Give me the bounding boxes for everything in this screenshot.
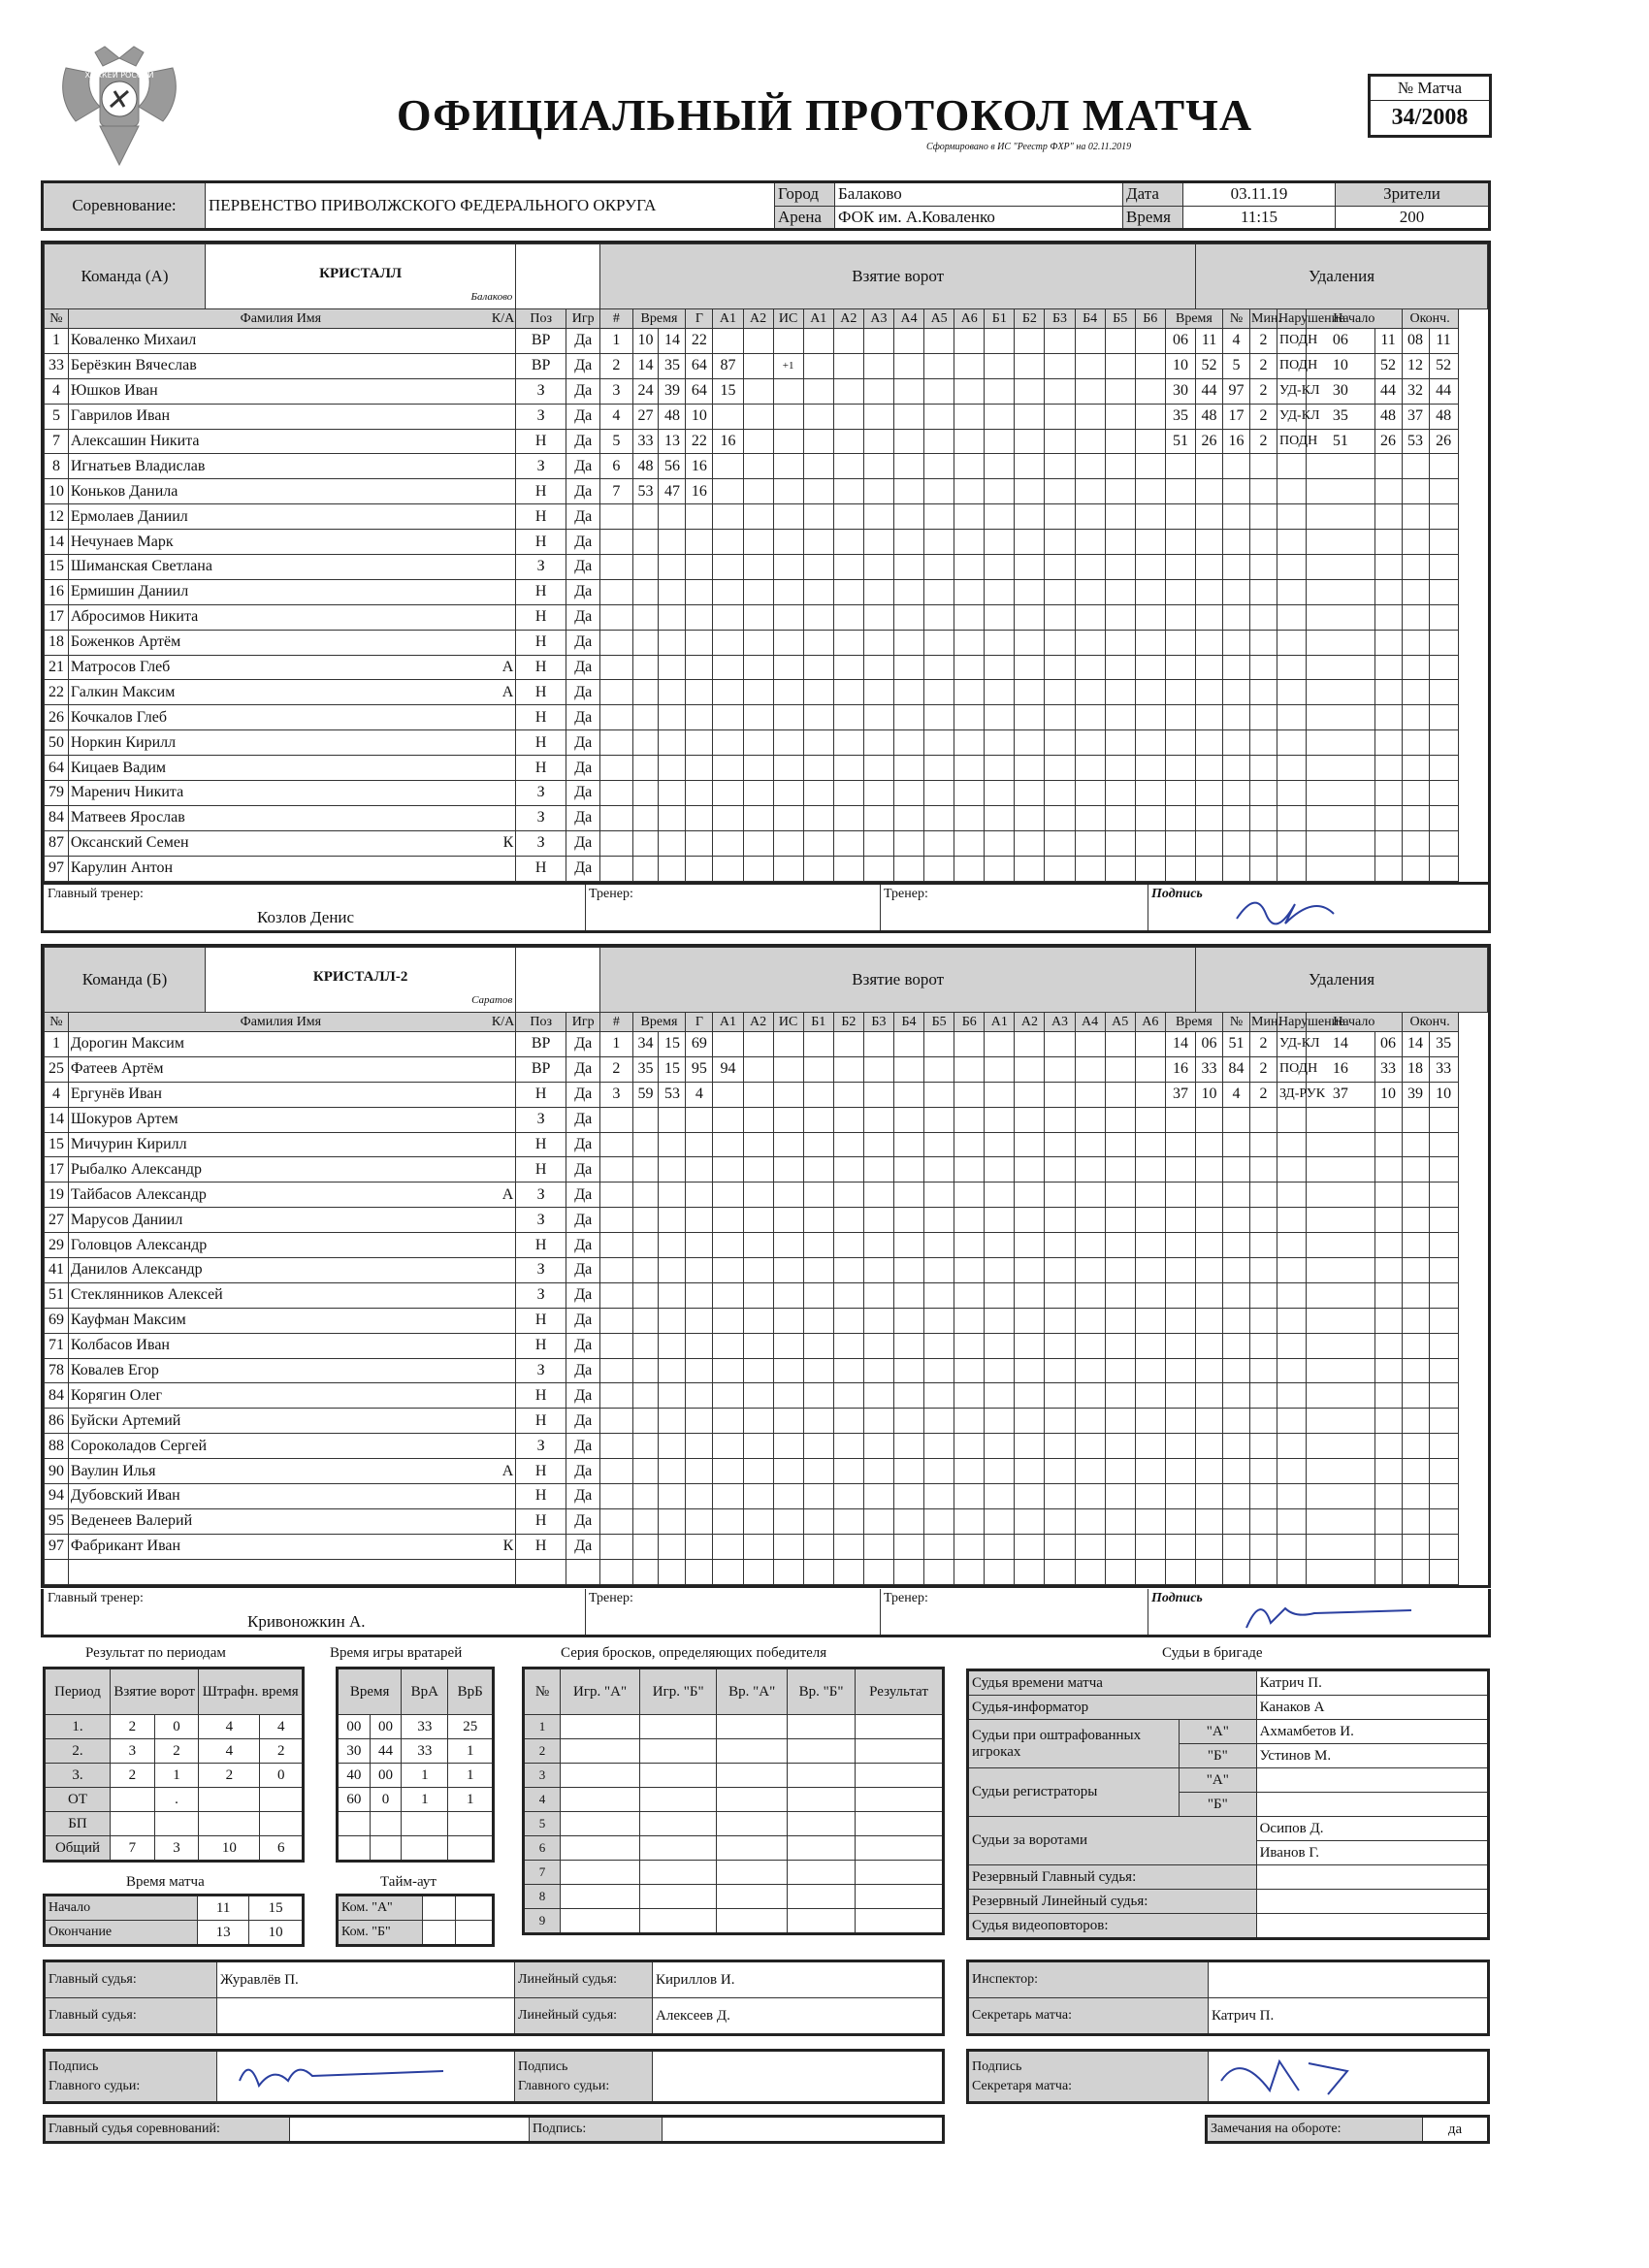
table-row: 5 — [524, 1812, 944, 1836]
table-row: 51 Стеклянников Алексей З Да — [45, 1282, 1488, 1308]
team-b-head-coach: Кривоножкин А. — [247, 1612, 366, 1631]
sign-head-ref-label: Подпись Главного судьи: — [45, 2051, 217, 2103]
team_b-name: КРИСТАЛЛ-2 — [312, 969, 408, 985]
ref-penalty-label: Судьи при оштрафованных игроках — [968, 1720, 1180, 1768]
time-label: Время — [1123, 206, 1183, 230]
table-row — [45, 1559, 1488, 1584]
table-row: 1 Дорогин Максим ВР Да 1 34 15 69 14 06 51 2 УД-КЛ 14 06 14 35 — [45, 1032, 1488, 1057]
line-ref-1: Кириллов И. — [653, 1961, 944, 1998]
team-a-coach-1-label: Тренер: — [589, 887, 633, 901]
head-ref-1: Журавлёв П. — [217, 1961, 515, 1998]
table-row: 18 Боженков Артём Н Да — [45, 630, 1488, 655]
start-time: 11:15 — [1183, 206, 1336, 230]
timeout-title: Тайм-аут — [380, 1874, 436, 1890]
inspector-label: Инспектор: — [968, 1961, 1209, 1998]
team-b-footer — [41, 1589, 1491, 1637]
table-row: 69 Кауфман Максим Н Да — [45, 1308, 1488, 1333]
ref-goal-label: Судьи за воротами — [968, 1817, 1257, 1865]
competition-name: ПЕРВЕНСТВО ПРИВОЛЖСКОГО ФЕДЕРАЛЬНОГО ОКРУГА — [206, 182, 775, 230]
table-row: 84 Корягин Олег Н Да — [45, 1383, 1488, 1409]
ref-penalty-a: Ахмамбетов И. — [1256, 1720, 1488, 1744]
shootout-h-ia: Игр. "А" — [561, 1669, 640, 1715]
ref-registrar-label: Судьи регистраторы — [968, 1768, 1180, 1817]
team_a-table: Команда (А) КРИСТАЛЛ Балаково Взятие ворот Удаления № Фамилия Имя К/А Поз Игр # Время Г А1 А2 ИС А1 А2 А3 А4 А5 А6 Б1 Б2 Б3 Б4 Б5 Б6 Время № Мин. Нарушение Начало Оконч. 1 Коваленко Михаил ВР Да 1 10 14 22 06 11 4 2 ПОДН 06 11 08 11 33 Берёзкин Вячеслав ВР Да 2 14 35 64 87 +1 10 52 5 2 ПОДН 10 52 12 52 4 Юшков Иван З Да 3 24 39 64 15 30 44 97 2 УД-КЛ 30 44 32 44 5 Гаврилов Иван З Да 4 27 48 10 35 48 17 2 УД-КЛ 35 48 37 48 7 Алексашин Никита Н Да 5 33 13 22 16 51 26 16 2 ПОДН 51 26 53 26 8 Игнатьев Владислав З Да 6 48 56 16 10 Коньков Данила Н Да 7 53 47 16 12 Ермолаев Даниил Н Да 14 Нечунаев Марк Н Да 15 Шиманская Светлана З Да 16 Ермишин Даниил Н Да 17 Абросимов Никита Н Да 18 Боженков Артём Н Да 21 Матросов Глеб А Н Да 22 Галкин Максим А Н Да 26 Кочкалов Глеб Н Да 50 Норкин Кирилл Н Да 64 Кицаев Вадим Н Да 79 Маренич Никита З Да 84 Матвеев Ярослав З Да 87 Оксанский Семен К З Да 97 Карулин Антон Н Да — [44, 243, 1488, 882]
table-row: 1 Коваленко Михаил ВР Да 1 10 14 22 06 11 4 2 ПОДН 06 11 08 11 — [45, 329, 1488, 354]
match-end-h: 13 — [198, 1921, 249, 1946]
team-a-section — [41, 241, 1491, 885]
secretary-signature-icon — [1212, 2052, 1483, 2096]
referees-title: Судьи в бригаде — [1162, 1645, 1263, 1661]
sign-head-ref-2-label: Подпись Главного судьи: — [515, 2051, 653, 2103]
arena-label: Арена — [775, 206, 835, 230]
competition-table — [41, 180, 1491, 231]
comp-ref-label: Главный судья соревнований: — [45, 2117, 290, 2143]
table-row: 6 — [524, 1836, 944, 1861]
table-row: 4 — [524, 1788, 944, 1812]
table-row: 2 — [524, 1739, 944, 1764]
sign-secretary-label: Подпись Секретаря матча: — [968, 2051, 1209, 2103]
table-row: 27 Марусов Даниил З Да — [45, 1208, 1488, 1233]
table-row: 22 Галкин Максим А Н Да — [45, 680, 1488, 705]
shootout-table — [522, 1667, 945, 1935]
line-ref-2: Алексеев Д. — [653, 1998, 944, 2035]
table-row: 8 — [524, 1885, 944, 1909]
spectators: 200 — [1336, 206, 1490, 230]
table-row: 21 Матросов Глеб А Н Да — [45, 655, 1488, 680]
table-row: БП — [45, 1812, 304, 1836]
ref-informer: Канаков А — [1256, 1696, 1488, 1720]
table-row: 94 Дубовский Иван Н Да — [45, 1484, 1488, 1509]
ref-informer-label: Судья-информатор — [968, 1696, 1257, 1720]
match-end-label: Окончание — [45, 1921, 198, 1946]
table-row: 3. 2 1 2 0 — [45, 1764, 304, 1788]
secretary: Катрич П. — [1209, 1998, 1489, 2035]
team-b-coach-2-label: Тренер: — [884, 1591, 928, 1605]
page-title: ОФИЦИАЛЬНЫЙ ПРОТОКОЛ МАТЧА — [396, 90, 1253, 140]
team-b-head-coach-label: Главный тренер: — [48, 1591, 144, 1605]
team-b-coach-1-label: Тренер: — [589, 1591, 633, 1605]
arena: ФОК им. А.Коваленко — [835, 206, 1123, 230]
team_b-penalties-title: Удаления — [1196, 948, 1488, 1013]
team_a-goals-title: Взятие ворот — [600, 244, 1196, 309]
table-row: 26 Кочкалов Глеб Н Да — [45, 705, 1488, 730]
ref-reserve-head-label: Резервный Главный судья: — [968, 1865, 1257, 1890]
team_b-city: Саратов — [471, 994, 513, 1006]
team-b-signature-icon — [1227, 1589, 1421, 1636]
team_b-goals-title: Взятие ворот — [600, 948, 1196, 1013]
table-row: 5 Гаврилов Иван З Да 4 27 48 10 35 48 17 2 УД-КЛ 35 48 37 48 — [45, 404, 1488, 429]
shootout-h-res: Результат — [856, 1669, 944, 1715]
ref-goal-1: Осипов Д. — [1256, 1817, 1488, 1841]
table-row: 7 — [524, 1861, 944, 1885]
table-row: 25 Фатеев Артём ВР Да 2 35 15 95 94 16 33 84 2 ПОДН 16 33 18 33 — [45, 1056, 1488, 1082]
match-time-table — [43, 1894, 305, 1947]
team-a-footer — [41, 885, 1491, 933]
table-row: 16 Ермишин Даниил Н Да — [45, 579, 1488, 604]
date-label: Дата — [1123, 182, 1183, 207]
table-row: 15 Шиманская Светлана З Да — [45, 555, 1488, 580]
shootout-h-va: Вр. "А" — [717, 1669, 788, 1715]
ref-timekeeper-label: Судья времени матча — [968, 1670, 1257, 1696]
ref-goal-2: Иванов Г. — [1256, 1841, 1488, 1865]
match-start-label: Начало — [45, 1895, 198, 1921]
goalies-h-a: ВрА — [402, 1669, 448, 1715]
periods-h-goals: Взятие ворот — [111, 1669, 199, 1715]
table-row: 17 Рыбалко Александр Н Да — [45, 1157, 1488, 1183]
table-row: 95 Веденеев Валерий Н Да — [45, 1508, 1488, 1534]
timeout-table — [336, 1894, 495, 1947]
head-ref-1-label: Главный судья: — [45, 1961, 217, 1998]
table-row: 30 44 33 1 — [338, 1739, 494, 1764]
referees-table: Судья времени матча Катрич П. Судья-информатор Канаков А Судьи при оштрафованных игроках "А" Ахмамбетов И. "Б" Устинов М. Судьи регистраторы "А" "Б" Судьи за воротами Осипов Д. Иванов Г. Резервный Главный судья: Резервный Линейный судья: Судья видеоповторов: — [966, 1669, 1490, 1940]
table-row: 71 Колбасов Иван Н Да — [45, 1333, 1488, 1358]
remarks-label: Замечания на обороте: — [1207, 2117, 1423, 2143]
team_a-name: КРИСТАЛЛ — [319, 266, 403, 281]
table-row — [338, 1812, 494, 1836]
table-row: 40 00 1 1 — [338, 1764, 494, 1788]
city-label: Город — [775, 182, 835, 207]
table-row: 17 Абросимов Никита Н Да — [45, 604, 1488, 630]
team_b-table: Команда (Б) КРИСТАЛЛ-2 Саратов Взятие ворот Удаления № Фамилия Имя К/А Поз Игр # Время Г А1 А2 ИС Б1 Б2 Б3 Б4 Б5 Б6 А1 А2 А3 А4 А5 А6 Время № Мин. Нарушение Начало Оконч. 1 Дорогин Максим ВР Да 1 34 15 69 14 06 51 2 УД-КЛ 14 06 14 35 25 Фатеев Артём ВР Да 2 35 15 95 94 16 33 84 2 ПОДН 16 33 18 33 4 Ергунёв Иван Н Да 3 59 53 4 37 10 4 2 ЗД-РУК 37 10 39 10 14 Шокуров Артем З Да 15 Мичурин Кирилл Н Да 17 Рыбалко Александр Н Да 19 Тайбасов Александр А З Да 27 Марусов Даниил З Да 29 Головцов Александр Н Да 41 Данилов Александр З Да 51 Стеклянников Алексей З Да 69 Кауфман Максим Н Да 71 Колбасов Иван Н Да 78 Ковалев Егор З Да 84 Корягин Олег Н Да 86 Буйски Артемий Н Да 88 Сороколадов Сергей З Да 90 Ваулин Илья А Н Да 94 Дубовский Иван Н Да 95 Веденеев Валерий Н Да 97 Фабрикант Иван К Н Да — [44, 947, 1488, 1585]
goalies-h-b: ВрБ — [448, 1669, 494, 1715]
table-row: 14 Нечунаев Марк Н Да — [45, 530, 1488, 555]
shootout-h-ib: Игр. "Б" — [640, 1669, 717, 1715]
competition-label: Соревнование: — [43, 182, 206, 230]
table-row: 8 Игнатьев Владислав З Да 6 48 56 16 — [45, 454, 1488, 479]
periods-h-pen: Штрафн. время — [199, 1669, 304, 1715]
table-row: 15 Мичурин Кирилл Н Да — [45, 1132, 1488, 1157]
timeout-b-label: Ком. "Б" — [338, 1921, 423, 1946]
table-row: 10 Коньков Данила Н Да 7 53 47 16 — [45, 479, 1488, 504]
table-row — [338, 1836, 494, 1862]
table-row: 14 Шокуров Артем З Да — [45, 1107, 1488, 1132]
match-number: 34/2008 — [1391, 105, 1469, 130]
team-a-signature-icon — [1227, 885, 1363, 931]
head-ref-2-label: Главный судья: — [45, 1998, 217, 2035]
goalies-table — [336, 1667, 495, 1863]
shootout-h-no: № — [524, 1669, 561, 1715]
table-row: 00 00 33 25 — [338, 1715, 494, 1739]
table-row: 50 Норкин Кирилл Н Да — [45, 730, 1488, 756]
table-row: 2. 3 2 4 2 — [45, 1739, 304, 1764]
table-row: 87 Оксанский Семен К З Да — [45, 830, 1488, 856]
periods-title: Результат по периодам — [85, 1645, 226, 1661]
shootout-h-vb: Вр. "Б" — [788, 1669, 856, 1715]
team-b-section — [41, 944, 1491, 1588]
table-row: Общий 7 3 10 6 — [45, 1836, 304, 1862]
timeout-a-label: Ком. "А" — [338, 1895, 423, 1921]
table-row: 97 Карулин Антон Н Да — [45, 856, 1488, 881]
table-row: 1 — [524, 1715, 944, 1739]
periods-table — [43, 1667, 305, 1863]
table-row: 78 Ковалев Егор З Да — [45, 1358, 1488, 1383]
officials-table — [43, 1960, 945, 2036]
line-ref-1-label: Линейный судья: — [515, 1961, 653, 1998]
table-row: 60 0 1 1 — [338, 1788, 494, 1812]
match-number-label: № Матча — [1371, 77, 1489, 101]
team-a-coach-2-label: Тренер: — [884, 887, 928, 901]
table-row: 64 Кицаев Вадим Н Да — [45, 756, 1488, 781]
table-row: 33 Берёзкин Вячеслав ВР Да 2 14 35 64 87 +1 10 52 5 2 ПОДН 10 52 12 52 — [45, 353, 1488, 378]
table-row: 4 Ергунёв Иван Н Да 3 59 53 4 37 10 4 2 ЗД-РУК 37 10 39 10 — [45, 1082, 1488, 1107]
table-row: ОТ . — [45, 1788, 304, 1812]
periods-h-period: Период — [45, 1669, 111, 1715]
table-row: 1. 2 0 4 4 — [45, 1715, 304, 1739]
ref-video-label: Судья видеоповторов: — [968, 1914, 1257, 1939]
team_a-label: Команда (А) — [45, 244, 206, 308]
generated-note: Сформировано в ИС "Реестр ФХР" на 02.11.2019 — [926, 142, 1132, 152]
table-row: 88 Сороколадов Сергей З Да — [45, 1434, 1488, 1459]
svg-text:ХОККЕЙ РОССИИ: ХОККЕЙ РОССИИ — [84, 71, 154, 80]
table-row: 29 Головцов Александр Н Да — [45, 1233, 1488, 1258]
goalies-h-time: Время — [338, 1669, 402, 1715]
remarks-table — [1205, 2115, 1490, 2144]
team-a-head-coach: Козлов Денис — [257, 908, 355, 926]
table-row: 79 Маренич Никита З Да — [45, 781, 1488, 806]
inspector-table — [966, 1960, 1490, 2036]
line-ref-2-label: Линейный судья: — [515, 1998, 653, 2035]
match-start-h: 11 — [198, 1895, 249, 1921]
table-row: 84 Матвеев Ярослав З Да — [45, 805, 1488, 830]
ref-reserve-line-label: Резервный Линейный судья: — [968, 1890, 1257, 1914]
team-a-signature-label: Подпись — [1151, 887, 1203, 901]
table-row: 97 Фабрикант Иван К Н Да — [45, 1534, 1488, 1559]
table-row: 9 — [524, 1909, 944, 1934]
match-start-m: 15 — [249, 1895, 304, 1921]
table-row: 41 Данилов Александр З Да — [45, 1258, 1488, 1283]
signatures-table — [43, 2049, 945, 2104]
table-row: 3 — [524, 1764, 944, 1788]
shootout-title: Серия бросков, определяющих победителя — [561, 1645, 827, 1661]
table-row: 86 Буйски Артемий Н Да — [45, 1409, 1488, 1434]
match-number-box — [1368, 74, 1492, 138]
match-time-title: Время матча — [126, 1874, 205, 1890]
goalies-title: Время игры вратарей — [330, 1645, 463, 1661]
table-row: 4 Юшков Иван З Да 3 24 39 64 15 30 44 97 2 УД-КЛ 30 44 32 44 — [45, 378, 1488, 404]
team_a-city: Балаково — [470, 291, 513, 303]
table-row: 19 Тайбасов Александр А З Да — [45, 1183, 1488, 1208]
secretary-label: Секретарь матча: — [968, 1998, 1209, 2035]
table-row: 7 Алексашин Никита Н Да 5 33 13 22 16 51 26 16 2 ПОДН 51 26 53 26 — [45, 429, 1488, 454]
table-row: 12 Ермолаев Даниил Н Да — [45, 504, 1488, 530]
ref-penalty-b: Устинов М. — [1256, 1744, 1488, 1768]
sign-secretary-table — [966, 2049, 1490, 2104]
team-b-signature-label: Подпись — [1151, 1591, 1203, 1605]
head-ref-signature-icon — [220, 2052, 453, 2096]
city: Балаково — [835, 182, 1123, 207]
head-ref-2 — [217, 1998, 515, 2035]
ref-timekeeper: Катрич П. — [1256, 1670, 1488, 1696]
spectators-label: Зрители — [1336, 182, 1490, 207]
team_a-penalties-title: Удаления — [1196, 244, 1488, 309]
competition-ref-table — [43, 2115, 945, 2144]
table-row: 90 Ваулин Илья А Н Да — [45, 1459, 1488, 1484]
match-end-m: 10 — [249, 1921, 304, 1946]
remarks-value: да — [1423, 2117, 1489, 2143]
team-a-head-coach-label: Главный тренер: — [48, 887, 144, 901]
date: 03.11.19 — [1183, 182, 1336, 207]
team_b-label: Команда (Б) — [45, 948, 206, 1012]
comp-sign-label: Подпись: — [530, 2117, 663, 2143]
